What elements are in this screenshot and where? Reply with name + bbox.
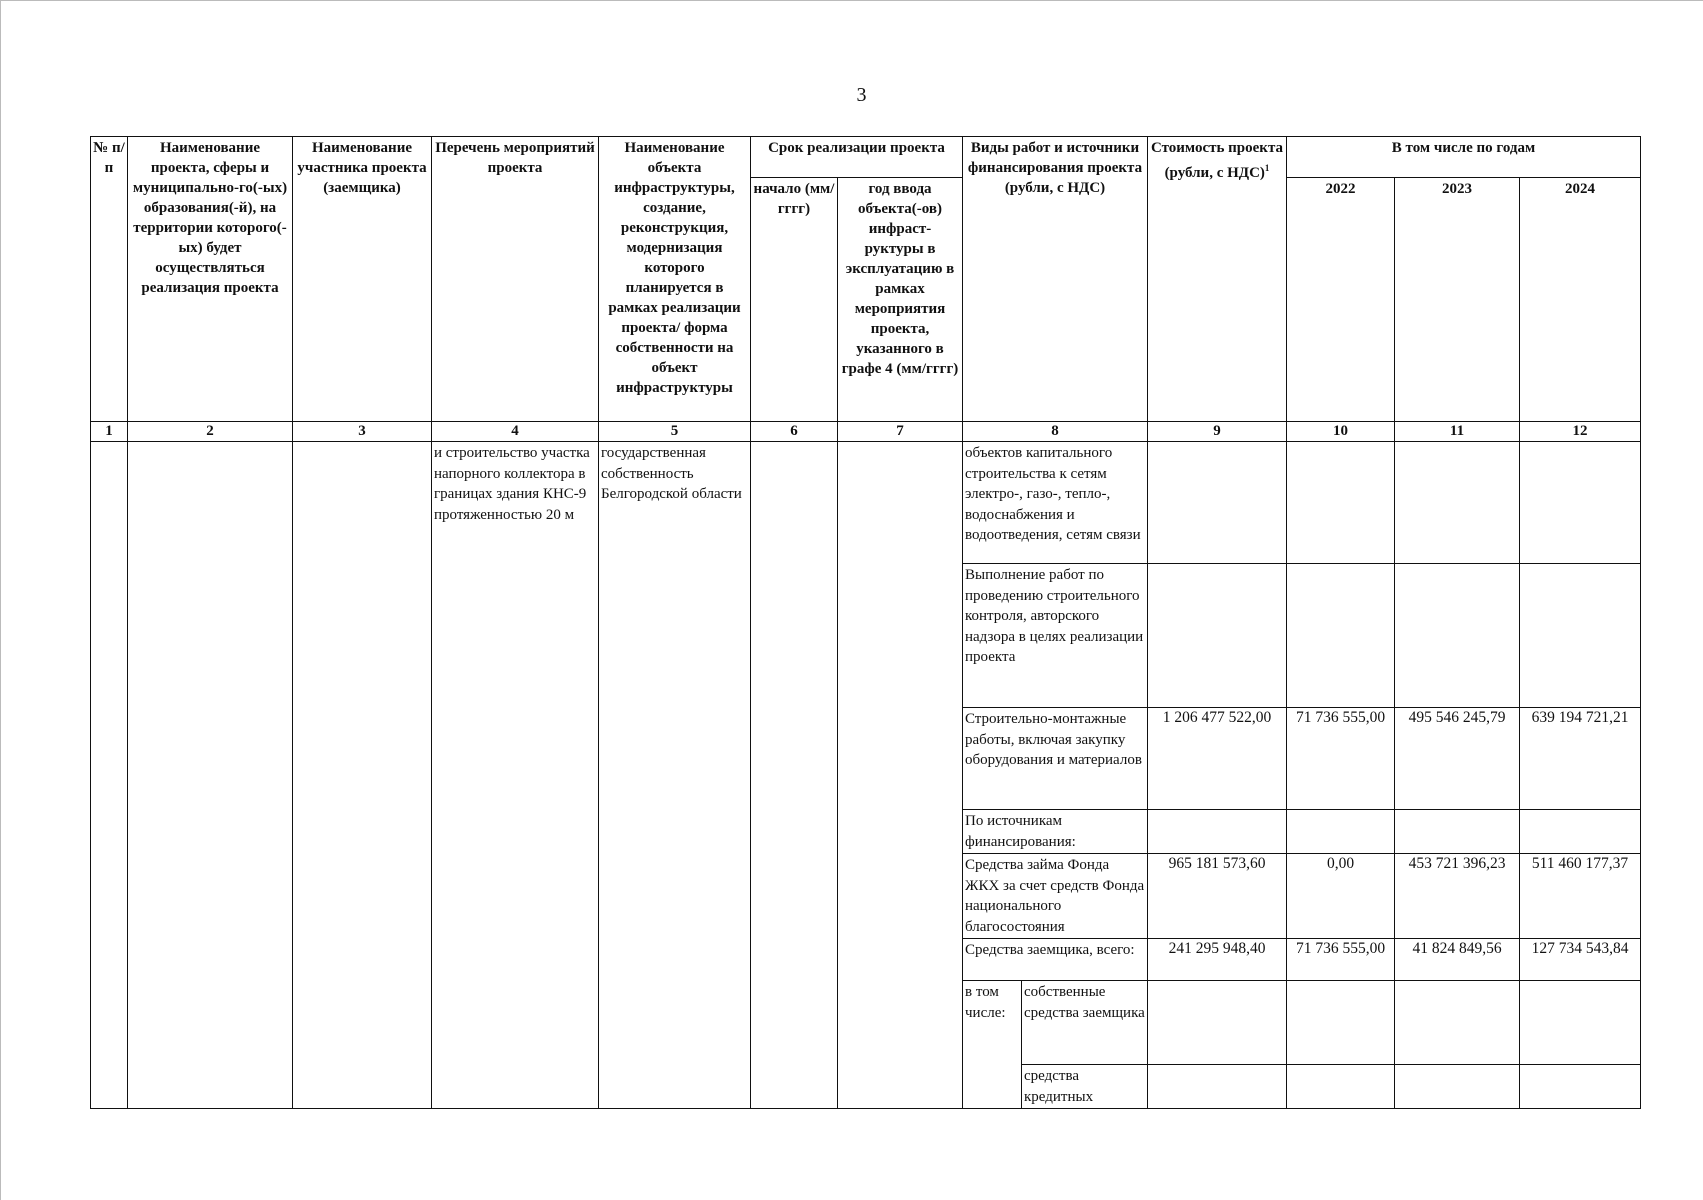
cost-total: [1148, 810, 1287, 854]
cost-2024: 127 734 543,84: [1520, 939, 1641, 981]
col-number: 10: [1287, 422, 1395, 442]
cost-total: 965 181 573,60: [1148, 854, 1287, 939]
cost-total: 241 295 948,40: [1148, 939, 1287, 981]
header-col-10: 2022: [1287, 178, 1395, 422]
cost-2023: 41 824 849,56: [1395, 939, 1520, 981]
cell-commission-year: [838, 442, 963, 1109]
header-col-9: [1148, 137, 1287, 422]
work-type-label: Средства заемщика, всего:: [963, 939, 1148, 981]
cell-participant: [293, 442, 432, 1109]
cost-2022: [1287, 442, 1395, 564]
col-number: 11: [1395, 422, 1520, 442]
cost-2024: [1520, 442, 1641, 564]
work-type-label: объектов капитального строительства к сетям электро-, газо-, тепло-, водоснабжения и водоотведения, сетям связи: [963, 442, 1148, 564]
col-number: 8: [963, 422, 1148, 442]
header-col-11: 2023: [1395, 178, 1520, 422]
cost-2022: 71 736 555,00: [1287, 939, 1395, 981]
financing-table: [90, 136, 1641, 1109]
cost-2023: [1395, 564, 1520, 708]
column-number-row: [91, 422, 1641, 442]
sub-rows-prefix: в том числе:: [963, 981, 1022, 1109]
col-number: 3: [293, 422, 432, 442]
header-col-8: Виды работ и источники финансирования проекта (рубли, с НДС): [963, 137, 1148, 422]
page-number: 3: [856, 84, 867, 106]
cost-2024: [1520, 564, 1641, 708]
header-col-1: № п/п: [91, 137, 128, 422]
sub-row-label: собственные средства заемщика: [1022, 981, 1148, 1065]
cost-2023: [1395, 981, 1520, 1065]
cost-2022: [1287, 981, 1395, 1065]
work-type-label: По источникам финансирования:: [963, 810, 1148, 854]
header-group-years: В том числе по годам: [1287, 137, 1641, 178]
cell-activities: и строительство участка напорного коллектора в границах здания КНС-9 протяженностью 20 м: [432, 442, 599, 1109]
col-number: 12: [1520, 422, 1641, 442]
cost-2023: 495 546 245,79: [1395, 708, 1520, 810]
col-number: 1: [91, 422, 128, 442]
footnote-mark: 1: [1264, 163, 1270, 173]
work-type-label: Строительно-монтажные работы, включая закупку оборудования и материалов: [963, 708, 1148, 810]
cost-total: [1148, 1065, 1287, 1109]
cost-total: [1148, 442, 1287, 564]
header-col-5: Наименование объекта инфраструктуры, создание, реконструкция, модернизация которого планируется в рамках реализации проекта/ форма собственности на объект инфраструктуры: [599, 137, 751, 422]
header-col-2: Наименование проекта, сферы и муниципально-го(-ых) образования(-й), на территории которого(-ых) будет осуществляться реализация проекта: [128, 137, 293, 422]
header-col-4: Перечень мероприятий проекта: [432, 137, 599, 422]
cost-2024: 511 460 177,37: [1520, 854, 1641, 939]
cell-number: [91, 442, 128, 1109]
cost-2023: 453 721 396,23: [1395, 854, 1520, 939]
cell-project-name: [128, 442, 293, 1109]
col-number: 6: [751, 422, 838, 442]
cell-object-ownership: государственная собственность Белгородской области: [599, 442, 751, 1109]
scan-edge-top: [0, 0, 1703, 1]
col-number: 2: [128, 422, 293, 442]
cost-2022: [1287, 564, 1395, 708]
cost-total: [1148, 564, 1287, 708]
header-col-9-text: Стоимость проекта (рубли, с НДС): [1150, 140, 1283, 181]
header-group-term: Срок реализации проекта: [751, 137, 963, 178]
scan-edge-left: [0, 0, 1, 1200]
cell-start-date: [751, 442, 838, 1109]
cost-2023: [1395, 810, 1520, 854]
header-col-3: Наименование участника проекта (заемщика): [293, 137, 432, 422]
cost-2022: 0,00: [1287, 854, 1395, 939]
col-number: 7: [838, 422, 963, 442]
cost-2022: 71 736 555,00: [1287, 708, 1395, 810]
header-col-6: начало (мм/ гггг): [751, 178, 838, 422]
col-number: 9: [1148, 422, 1287, 442]
col-number: 4: [432, 422, 599, 442]
col-number: 5: [599, 422, 751, 442]
cost-2023: [1395, 1065, 1520, 1109]
cost-2023: [1395, 442, 1520, 564]
work-type-label: Выполнение работ по проведению строительного контроля, авторского надзора в целях реализации проекта: [963, 564, 1148, 708]
cost-2024: [1520, 981, 1641, 1065]
cost-2024: [1520, 1065, 1641, 1109]
cost-2022: [1287, 1065, 1395, 1109]
cost-total: 1 206 477 522,00: [1148, 708, 1287, 810]
sub-row-label: средства кредитных: [1022, 1065, 1148, 1109]
cost-2024: 639 194 721,21: [1520, 708, 1641, 810]
cost-total: [1148, 981, 1287, 1065]
cost-2022: [1287, 810, 1395, 854]
header-col-7: год ввода объекта(-ов) инфраст-руктуры в эксплуатацию в рамках мероприятия проекта, указанного в графе 4 (мм/гггг): [838, 178, 963, 422]
cost-2024: [1520, 810, 1641, 854]
header-col-12: 2024: [1520, 178, 1641, 422]
table-row: [91, 442, 1641, 564]
work-type-label: Средства займа Фонда ЖКХ за счет средств Фонда национального благосостояния: [963, 854, 1148, 939]
header-row-top: [91, 137, 1641, 178]
